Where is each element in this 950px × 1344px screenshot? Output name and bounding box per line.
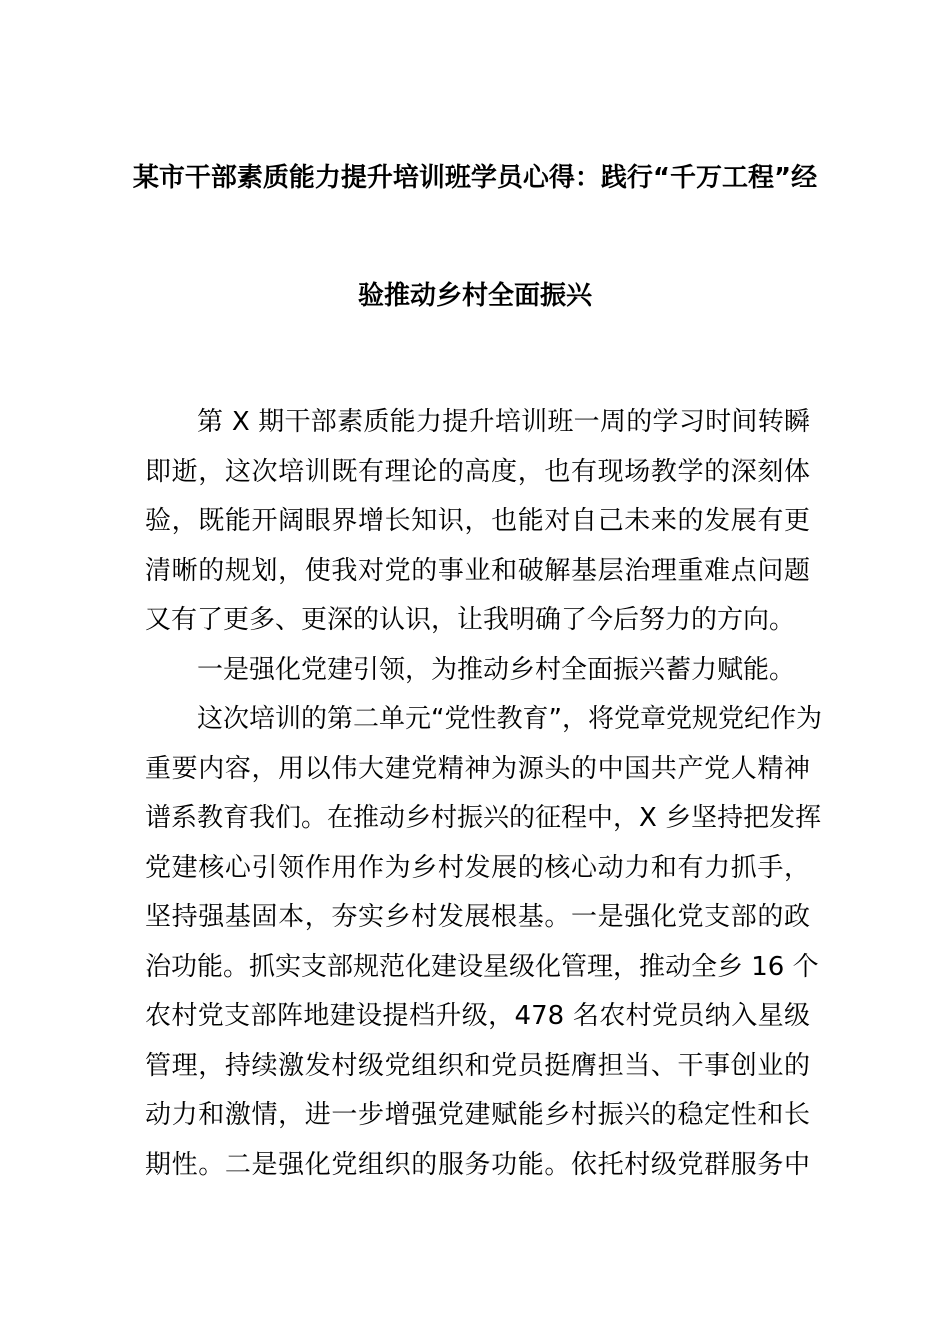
body-line: 管理，持续激发村级党组织和党员挺膺担当、干事创业的 — [145, 1050, 810, 1081]
body-line: 这次培训的第二单元“党性教育”，将党章党规党纪作为 — [197, 704, 822, 734]
body-line: 清晰的规划，使我对党的事业和破解基层治理重难点问题 — [145, 555, 810, 586]
body-line: 第 X 期干部素质能力提升培训班一周的学习时间转瞬 — [197, 407, 810, 437]
body-line: 验，既能开阔眼界增长知识，也能对自己未来的发展有更 — [145, 506, 810, 536]
document-title-line-2: 验推动乡村全面振兴 — [357, 281, 592, 311]
body-line: 即逝，这次培训既有理论的高度，也有现场教学的深刻体 — [145, 456, 810, 487]
body-line: 动力和激情，进一步增强党建赋能乡村振兴的稳定性和长 — [145, 1100, 810, 1130]
body-line: 又有了更多、更深的认识，让我明确了今后努力的方向。 — [145, 605, 796, 635]
body-line: 治功能。抓实支部规范化建设星级化管理，推动全乡 16 个 — [145, 951, 819, 982]
body-line: 重要内容，用以伟大建党精神为源头的中国共产党人精神 — [145, 753, 810, 784]
body-line: 一是强化党建引领，为推动乡村全面振兴蓄力赋能。 — [197, 654, 796, 685]
body-line: 坚持强基固本，夯实乡村发展根基。一是强化党支部的政 — [145, 902, 810, 932]
body-line: 党建核心引领作用作为乡村发展的核心动力和有力抓手， — [145, 852, 810, 883]
body-line: 谱系教育我们。在推动乡村振兴的征程中，X 乡坚持把发挥 — [145, 803, 822, 833]
body-line: 期性。二是强化党组织的服务功能。依托村级党群服务中 — [145, 1149, 810, 1180]
body-line: 农村党支部阵地建设提档升级，478 名农村党员纳入星级 — [145, 1001, 810, 1031]
document-body — [145, 402, 822, 1194]
document-title-line-1: 某市干部素质能力提升培训班学员心得：践行“千万工程”经 — [132, 163, 818, 193]
